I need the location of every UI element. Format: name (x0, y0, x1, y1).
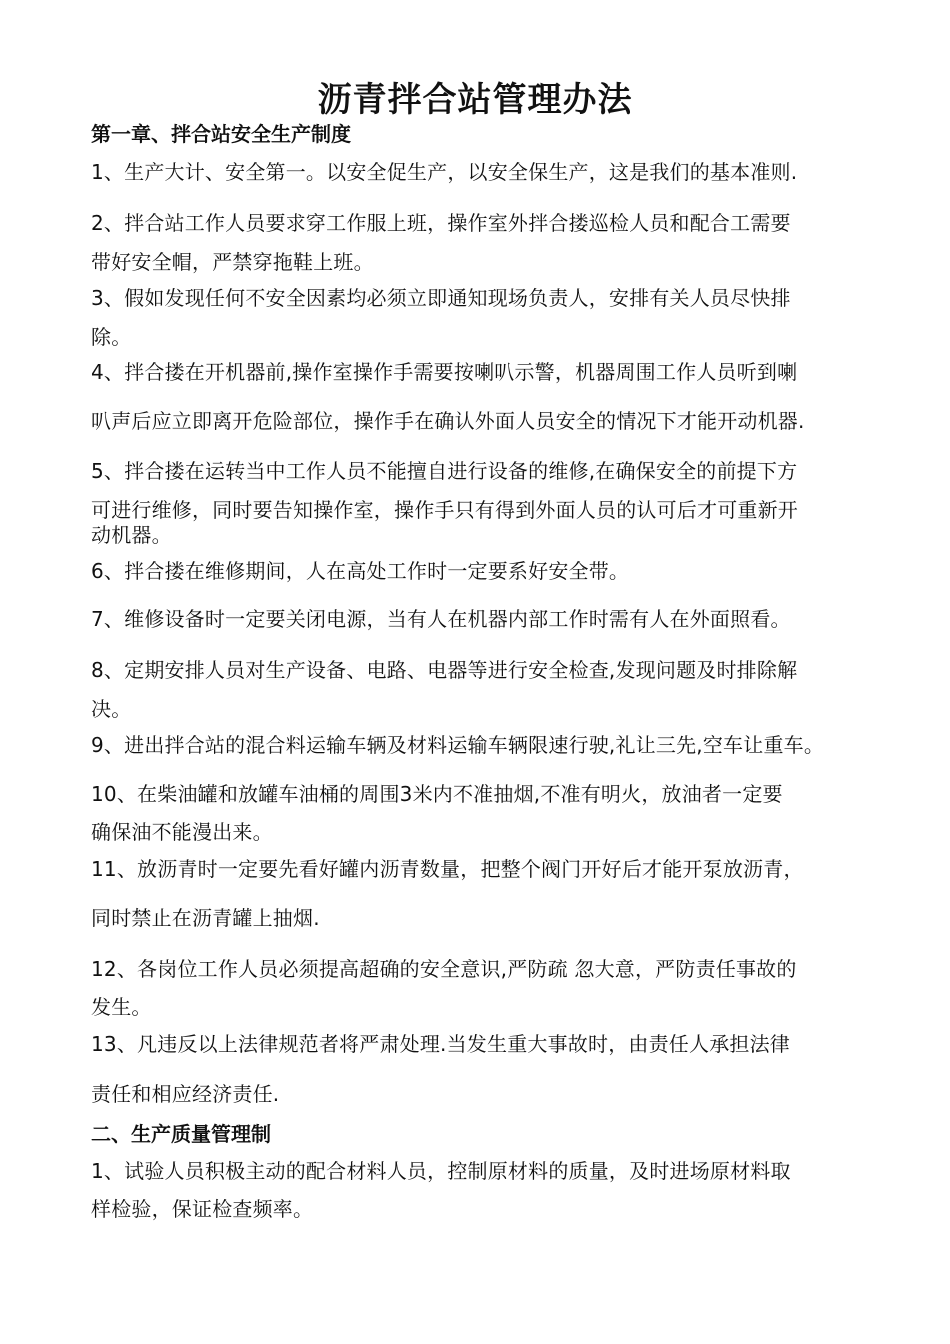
paragraph-line: 13、凡违反以上法律规范者将严肃处理.当发生重大事故时，由责任人承担法律 (91, 1032, 791, 1056)
paragraph-line: 1、生产大计、安全第一。以安全促生产，以安全保生产，这是我们的基本准则. (91, 160, 798, 184)
paragraph-line: 9、进出拌合站的混合料运输车辆及材料运输车辆限速行驶,礼让三先,空车让重车。 (91, 733, 825, 757)
paragraph-line: 8、定期安排人员对生产设备、电路、电器等进行安全检查,发现问题及时排除解 (91, 658, 798, 682)
paragraph-line: 发生。 (91, 995, 152, 1019)
paragraph-line: 6、拌合搂在维修期间，人在高处工作时一定要系好安全带。 (91, 559, 630, 583)
paragraph-line: 决。 (91, 697, 132, 721)
paragraph-line: 样检验，保证检查频率。 (91, 1197, 314, 1221)
paragraph-line: 确保油不能漫出来。 (91, 820, 273, 844)
chapter-2-heading: 二、生产质量管理制 (91, 1122, 271, 1146)
paragraph-line: 7、维修设备时一定要关闭电源，当有人在机器内部工作时需有人在外面照看。 (91, 607, 791, 631)
paragraph-line: 2、拌合站工作人员要求穿工作服上班，操作室外拌合搂巡检人员和配合工需要 (91, 211, 791, 235)
paragraph-line: 带好安全帽，严禁穿拖鞋上班。 (91, 250, 374, 274)
paragraph-line: 动机器。 (91, 523, 172, 547)
paragraph-line: 3、假如发现任何不安全因素均必须立即通知现场负责人，安排有关人员尽快排 (91, 286, 791, 310)
paragraph-line: 10、在柴油罐和放罐车油桶的周围3米内不准抽烟,不准有明火，放油者一定要 (91, 782, 783, 806)
paragraph-line: 5、拌合搂在运转当中工作人员不能擅自进行设备的维修,在确保安全的前提下方 (91, 459, 798, 483)
paragraph-line: 责任和相应经济责任. (91, 1082, 280, 1106)
paragraph-line: 1、试验人员积极主动的配合材料人员，控制原材料的质量，及时进场原材料取 (91, 1159, 791, 1183)
paragraph-line: 11、放沥青时一定要先看好罐内沥青数量，把整个阀门开好后才能开泵放沥青， (91, 857, 804, 881)
paragraph-line: 12、各岗位工作人员必须提高超确的安全意识,严防疏 忽大意，严防责任事故的 (91, 957, 797, 981)
document-title: 沥青拌合站管理办法 (317, 80, 633, 120)
chapter-1-heading: 第一章、拌合站安全生产制度 (91, 122, 351, 146)
paragraph-line: 可进行维修，同时要告知操作室，操作手只有得到外面人员的认可后才可重新开 (91, 498, 798, 522)
paragraph-line: 同时禁止在沥青罐上抽烟. (91, 906, 320, 930)
paragraph-line: 除。 (91, 325, 132, 349)
paragraph-line: 4、拌合搂在开机器前,操作室操作手需要按喇叭示警，机器周围工作人员听到喇 (91, 360, 798, 384)
paragraph-line: 叭声后应立即离开危险部位，操作手在确认外面人员安全的情况下才能开动机器. (91, 409, 805, 433)
